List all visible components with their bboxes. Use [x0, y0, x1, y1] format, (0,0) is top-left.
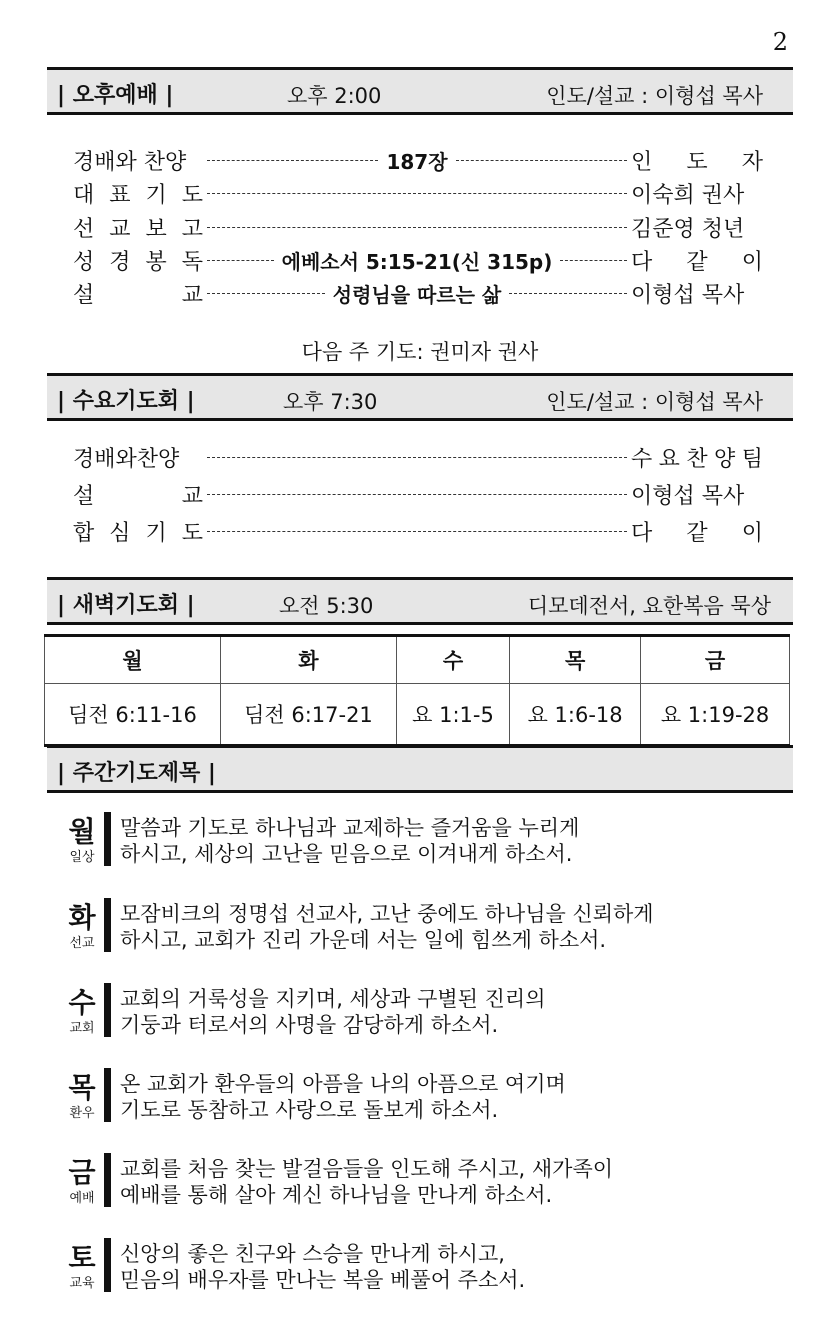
prayer-item: [64, 1236, 784, 1296]
order-detail: 에베소서 5:15-21(신 315p): [281, 249, 553, 274]
char: 양: [714, 446, 736, 472]
dawn-title: | 새벽기도회 |: [57, 593, 195, 618]
day-header: 금: [641, 636, 790, 684]
order-detail: 성령님을 따르는 삶: [332, 282, 502, 307]
char: 심: [109, 520, 131, 546]
wednesday-leader: 인도/설교 : 이형섭 목사: [546, 390, 763, 414]
order-row: [73, 243, 763, 277]
prayer-category: 예배: [69, 1191, 95, 1206]
passage-cell: 요 1:1-5: [396, 684, 509, 746]
prayer-category: 일상: [69, 850, 95, 865]
divider-bar: [104, 1068, 111, 1122]
dotted-leader: [207, 260, 274, 261]
weekly-header: [47, 745, 793, 793]
prayer-item: [64, 1066, 784, 1126]
prayer-line: 하시고, 교회가 진리 가운데 서는 일에 힘쓰게 하소서.: [120, 928, 607, 952]
char: 선: [73, 216, 95, 242]
afternoon-time: 오후 2:00: [287, 84, 382, 108]
char: 이: [741, 520, 763, 546]
char: 찬: [686, 446, 708, 472]
order-label: [73, 178, 203, 209]
dawn-time: 오전 5:30: [279, 594, 374, 618]
char: 김준영 청년: [631, 216, 745, 242]
divider-bar: [104, 812, 111, 866]
prayer-day: 토: [68, 1241, 96, 1274]
afternoon-header: [47, 67, 793, 115]
day-header: 월: [45, 636, 221, 684]
order-label: [73, 212, 203, 243]
order-row: [73, 440, 763, 474]
wednesday-header: [47, 373, 793, 421]
order-label: [73, 442, 203, 473]
prayer-day: 금: [68, 1156, 96, 1189]
dotted-leader: [456, 160, 627, 161]
order-label: [73, 479, 203, 510]
char: 도: [181, 520, 203, 546]
prayer-item: [64, 1151, 784, 1211]
char: 독: [181, 249, 203, 275]
order-row: [73, 210, 763, 244]
char: 도: [686, 149, 708, 175]
char: 성: [73, 249, 95, 275]
order-label: [73, 145, 203, 176]
prayer-day: 수: [68, 986, 96, 1019]
char: 기: [145, 182, 167, 208]
page-number: 2: [772, 28, 788, 56]
char: 요: [658, 446, 680, 472]
char: 교: [181, 282, 203, 308]
char: 설: [73, 483, 95, 509]
char: 교: [109, 216, 131, 242]
wednesday-title: | 수요기도회 |: [57, 389, 195, 414]
order-row: [73, 477, 763, 511]
prayer-item: [64, 896, 784, 956]
afternoon-leader: 인도/설교 : 이형섭 목사: [546, 84, 763, 108]
order-label: [73, 278, 203, 309]
prayer-category: 교육: [69, 1276, 95, 1291]
divider-bar: [104, 983, 111, 1037]
order-person: [631, 245, 763, 276]
char: 경배와찬양: [73, 446, 180, 472]
dotted-leader: [509, 293, 627, 294]
char: 봉: [145, 249, 167, 275]
dawn-schedule-table: [44, 634, 790, 747]
prayer-item: [64, 981, 784, 1041]
prayer-category: 선교: [69, 936, 95, 951]
divider-bar: [104, 1238, 111, 1292]
prayer-line: 믿음의 배우자를 만나는 복을 베풀어 주소서.: [120, 1268, 526, 1292]
day-header: 화: [220, 636, 396, 684]
prayer-line: 예배를 통해 살아 계신 하나님을 만나게 하소서.: [120, 1183, 553, 1207]
prayer-line: 신앙의 좋은 친구와 스승을 만나게 하시고,: [120, 1242, 505, 1266]
char: 이: [741, 249, 763, 275]
day-header: 수: [396, 636, 509, 684]
order-row: [73, 176, 763, 210]
char: 같: [686, 520, 708, 546]
char: 팀: [741, 446, 763, 472]
char: 합: [73, 520, 95, 546]
divider-bar: [104, 898, 111, 952]
char: 다: [631, 520, 653, 546]
prayer-line: 모잠비크의 정명섭 선교사, 고난 중에도 하나님을 신뢰하게: [120, 902, 654, 926]
char: 경: [109, 249, 131, 275]
prayer-line: 하시고, 세상의 고난을 믿음으로 이겨내게 하소서.: [120, 842, 573, 866]
weekly-title: | 주간기도제목 |: [57, 761, 216, 786]
passage-cell: 딤전 6:17-21: [220, 684, 396, 746]
char: 이숙희 권사: [631, 182, 745, 208]
dotted-leader: [207, 227, 627, 228]
day-header: 목: [510, 636, 641, 684]
dotted-leader: [207, 160, 378, 161]
dotted-leader: [207, 457, 627, 458]
order-row: [73, 143, 763, 177]
order-person: [631, 479, 763, 510]
prayer-day: 화: [68, 901, 96, 934]
dotted-leader: [207, 494, 627, 495]
dotted-leader: [560, 260, 627, 261]
prayer-category: 환우: [69, 1106, 95, 1121]
char: 보: [145, 216, 167, 242]
order-person: [631, 145, 763, 176]
char: 인: [631, 149, 653, 175]
order-label: [73, 516, 203, 547]
prayer-category: 교회: [69, 1021, 95, 1036]
char: 대: [73, 182, 95, 208]
dotted-leader: [207, 293, 325, 294]
prayer-day: 월: [68, 815, 96, 848]
prayer-line: 기도로 동참하고 사랑으로 돌보게 하소서.: [120, 1098, 499, 1122]
char: 수: [631, 446, 653, 472]
prayer-line: 교회의 거룩성을 지키며, 세상과 구별된 진리의: [120, 987, 546, 1011]
prayer-line: 말씀과 기도로 하나님과 교제하는 즐거움을 누리게: [120, 816, 580, 840]
dotted-leader: [207, 193, 627, 194]
char: 표: [109, 182, 131, 208]
char: 다: [631, 249, 653, 275]
wednesday-time: 오후 7:30: [283, 390, 378, 414]
passage-cell: 요 1:19-28: [641, 684, 790, 746]
passage-cell: 요 1:6-18: [510, 684, 641, 746]
afternoon-title: | 오후예배 |: [57, 83, 174, 108]
passage-cell: 딤전 6:11-16: [45, 684, 221, 746]
prayer-item: [64, 810, 784, 870]
order-person: [631, 212, 763, 243]
char: 도: [181, 182, 203, 208]
prayer-day: 목: [68, 1071, 96, 1104]
char: 설: [73, 282, 95, 308]
prayer-line: 온 교회가 환우들의 아픔을 나의 아픔으로 여기며: [120, 1072, 566, 1096]
dotted-leader: [207, 531, 627, 532]
dawn-note: 디모데전서, 요한복음 묵상: [527, 594, 771, 618]
order-person: [631, 178, 763, 209]
order-person: [631, 442, 763, 473]
char: 교: [181, 483, 203, 509]
char: 같: [686, 249, 708, 275]
prayer-line: 교회를 처음 찾는 발걸음들을 인도해 주시고, 새가족이: [120, 1157, 614, 1181]
order-label: [73, 245, 203, 276]
dawn-header: [47, 577, 793, 625]
prayer-line: 기둥과 터로서의 사명을 감당하게 하소서.: [120, 1013, 499, 1037]
order-row: [73, 276, 763, 310]
divider-bar: [104, 1153, 111, 1207]
char: 고: [181, 216, 203, 242]
char: 기: [145, 520, 167, 546]
char: 경배와 찬양: [73, 149, 187, 175]
char: 이형섭 목사: [631, 282, 745, 308]
char: 이형섭 목사: [631, 483, 745, 509]
order-person: [631, 516, 763, 547]
char: 자: [741, 149, 763, 175]
order-person: [631, 278, 763, 309]
order-detail: 187장: [386, 149, 448, 174]
order-row: [73, 514, 763, 548]
next-week-prayer: 다음 주 기도: 권미자 권사: [301, 340, 539, 364]
